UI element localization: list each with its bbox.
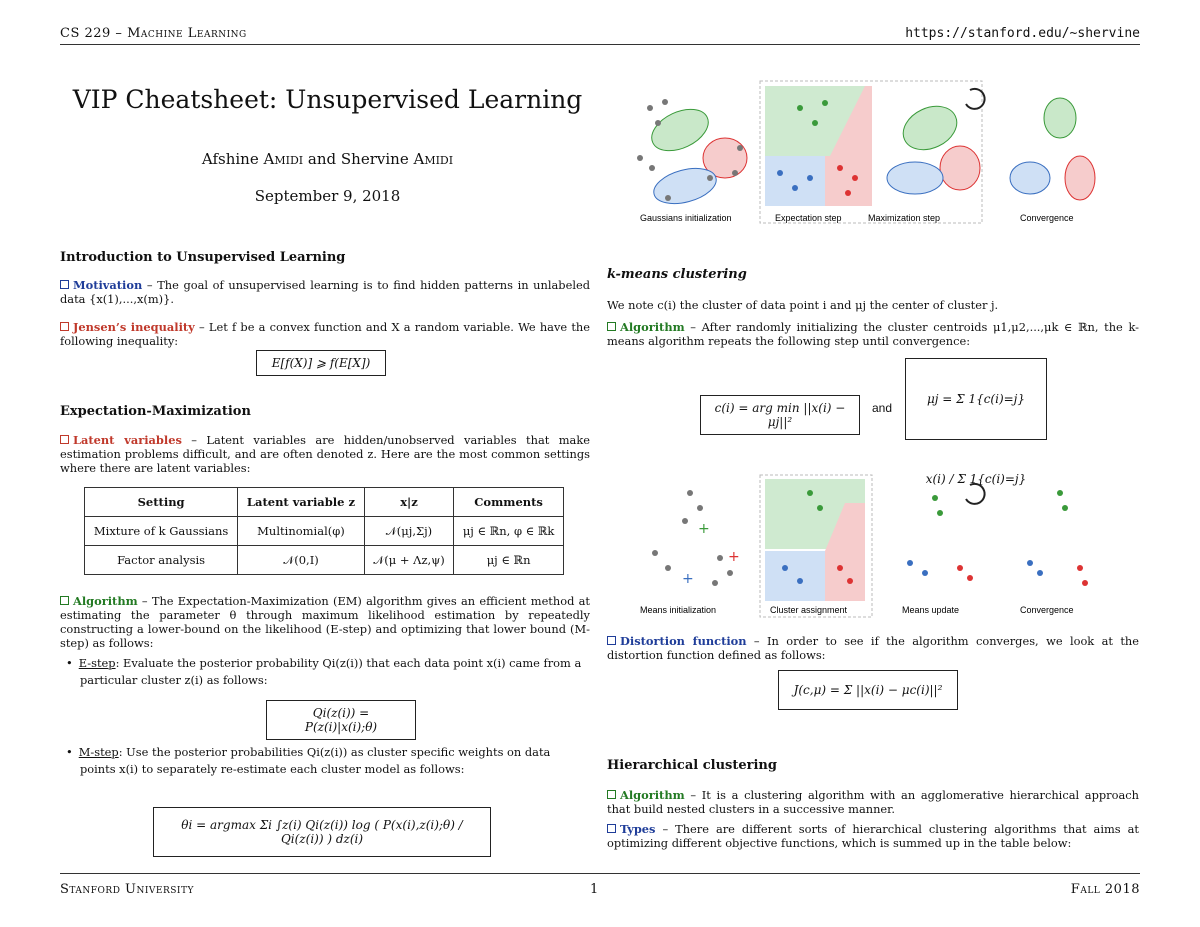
table-cell: 𝒩(μj,Σj)	[364, 517, 453, 546]
fig2-caption-1: Means initialization	[640, 605, 717, 615]
footer-university: Stanford University	[60, 882, 194, 897]
header-rule	[60, 44, 1140, 45]
fig2-caption-3: Means update	[902, 605, 960, 615]
jensen-paragraph: Jensen’s inequality – Let f be a convex function and X a random variable. We have the following inequality:	[60, 320, 590, 348]
latent-paragraph: Latent variables – Latent variables are hidden/unobserved variables that make estimation problems difficult, and are often denoted z. Here are the most common settings where there are latent variables:	[60, 433, 590, 475]
fig1-caption-4: Convergence	[1020, 213, 1074, 223]
hier-algorithm-paragraph: Algorithm – It is a clustering algorithm with an agglomerative hierarchical approach that build nested clusters in a successive manner.	[607, 788, 1139, 816]
kmeans-panel-init	[652, 490, 740, 587]
date: September 9, 2018	[254, 187, 401, 205]
hier-types-paragraph: Types – There are different sorts of hierarchical clustering algorithms that aims at optimizing different objective functions, which is summed up in the table below:	[607, 822, 1139, 850]
kmeans-algorithm-paragraph: Algorithm – After randomly initializing the cluster centroids μ1,μ2,...,μk ∈ ℝn, the k-means algorithm repeats the following step until convergence:	[607, 320, 1139, 348]
mstep-bullet: • M-step: Use the posterior probabilities Qi(z(i)) as cluster specific weights on data points x(i) to separately re-estimate each cluster model as follows:	[66, 745, 551, 776]
table-cell: Multinomial(φ)	[238, 517, 365, 546]
em-panel-mstep	[887, 89, 985, 194]
em-panel-converge	[1010, 98, 1095, 200]
footer-rule	[60, 873, 1140, 874]
kmeans-note: We note c(i) the cluster of data point i and μj the center of cluster j.	[607, 298, 999, 312]
table-cell: 𝒩(μ + Λz,ψ)	[364, 546, 453, 575]
distortion-paragraph: Distortion function – In order to see if the algorithm converges, we look at the distortion function defined as follows:	[607, 634, 1139, 662]
estep-formula: Qi(z(i)) = P(z(i)|x(i);θ)	[266, 700, 416, 740]
jensen-formula: E[f(X)] ⩾ f(E[X])	[256, 350, 386, 376]
em-panel-init	[637, 99, 747, 210]
motivation-paragraph: Motivation – The goal of unsupervised learning is to find hidden patterns in unlabeled data {x(1),...,x(m)}.	[60, 278, 590, 306]
fig1-caption-1: Gaussians initialization	[640, 213, 732, 223]
svg-text:+: +	[728, 549, 740, 565]
mstep-formula: θi = argmax Σi ∫z(i) Qi(z(i)) log ( P(x(i),z(i);θ) / Qi(z(i)) ) dz(i)	[153, 807, 491, 857]
kmeans-update-formula: μj = Σ 1{c(i)=j} x(i) / Σ 1{c(i)=j}	[905, 358, 1047, 440]
em-panel-estep	[765, 86, 872, 206]
estep-bullet: • E-step: Evaluate the posterior probability Qi(z(i)) that each data point x(i) came from a particular cluster z(i) as follows:	[66, 656, 582, 687]
authors: Afshine Amidi and Shervine Amidi	[201, 150, 454, 168]
table-header: Latent variable z	[238, 488, 365, 517]
intro-heading: Introduction to Unsupervised Learning	[60, 250, 346, 265]
table-cell: 𝒩(0,I)	[238, 546, 365, 575]
kmeans-heading: k-means clustering	[607, 267, 747, 282]
table-header: Setting	[85, 488, 238, 517]
header-course: CS 229 – Machine Learning	[60, 26, 247, 41]
em-figure	[610, 78, 1140, 228]
distortion-formula: J(c,μ) = Σ ||x(i) − μc(i)||²	[778, 670, 958, 710]
kmeans-panel-converge	[1027, 490, 1088, 586]
table-header: x|z	[364, 488, 453, 517]
svg-text:+: +	[682, 571, 694, 587]
kmeans-figure	[610, 473, 1140, 621]
page-title: VIP Cheatsheet: Unsupervised Learning	[72, 85, 583, 114]
page-number: 1	[590, 882, 599, 897]
latent-table	[84, 487, 564, 575]
table-cell: Factor analysis	[85, 546, 238, 575]
table-header-row	[85, 488, 564, 517]
footer-term: Fall 2018	[1070, 882, 1140, 897]
fig2-caption-2: Cluster assignment	[770, 605, 848, 615]
table-row	[85, 546, 564, 575]
table-cell: μj ∈ ℝn, φ ∈ ℝk	[454, 517, 564, 546]
table-header: Comments	[454, 488, 564, 517]
kmeans-panel-assign	[765, 479, 865, 601]
kmeans-panel-update	[907, 484, 985, 581]
table-row	[85, 517, 564, 546]
em-algorithm-paragraph: Algorithm – The Expectation-Maximization (EM) algorithm gives an efficient method at estimating the parameter θ through maximum likelihood estimation by repeatedly constructing a lower-bound on the likelihood (E-step) and optimizing that lower bound (M-step) as follows:	[60, 594, 590, 650]
table-cell: Mixture of k Gaussians	[85, 517, 238, 546]
table-cell: μj ∈ ℝn	[454, 546, 564, 575]
fig2-caption-4: Convergence	[1020, 605, 1074, 615]
fig1-caption-3: Maximization step	[868, 213, 941, 223]
header-url[interactable]: https://stanford.edu/~shervine	[905, 26, 1140, 41]
svg-text:+: +	[698, 521, 710, 537]
em-heading: Expectation-Maximization	[60, 404, 251, 419]
fig1-caption-2: Expectation step	[775, 213, 842, 223]
hier-heading: Hierarchical clustering	[607, 758, 777, 773]
kmeans-assign-formula: c(i) = arg min ||x(i) − μj||²	[700, 395, 860, 435]
and-label: and	[872, 401, 893, 415]
